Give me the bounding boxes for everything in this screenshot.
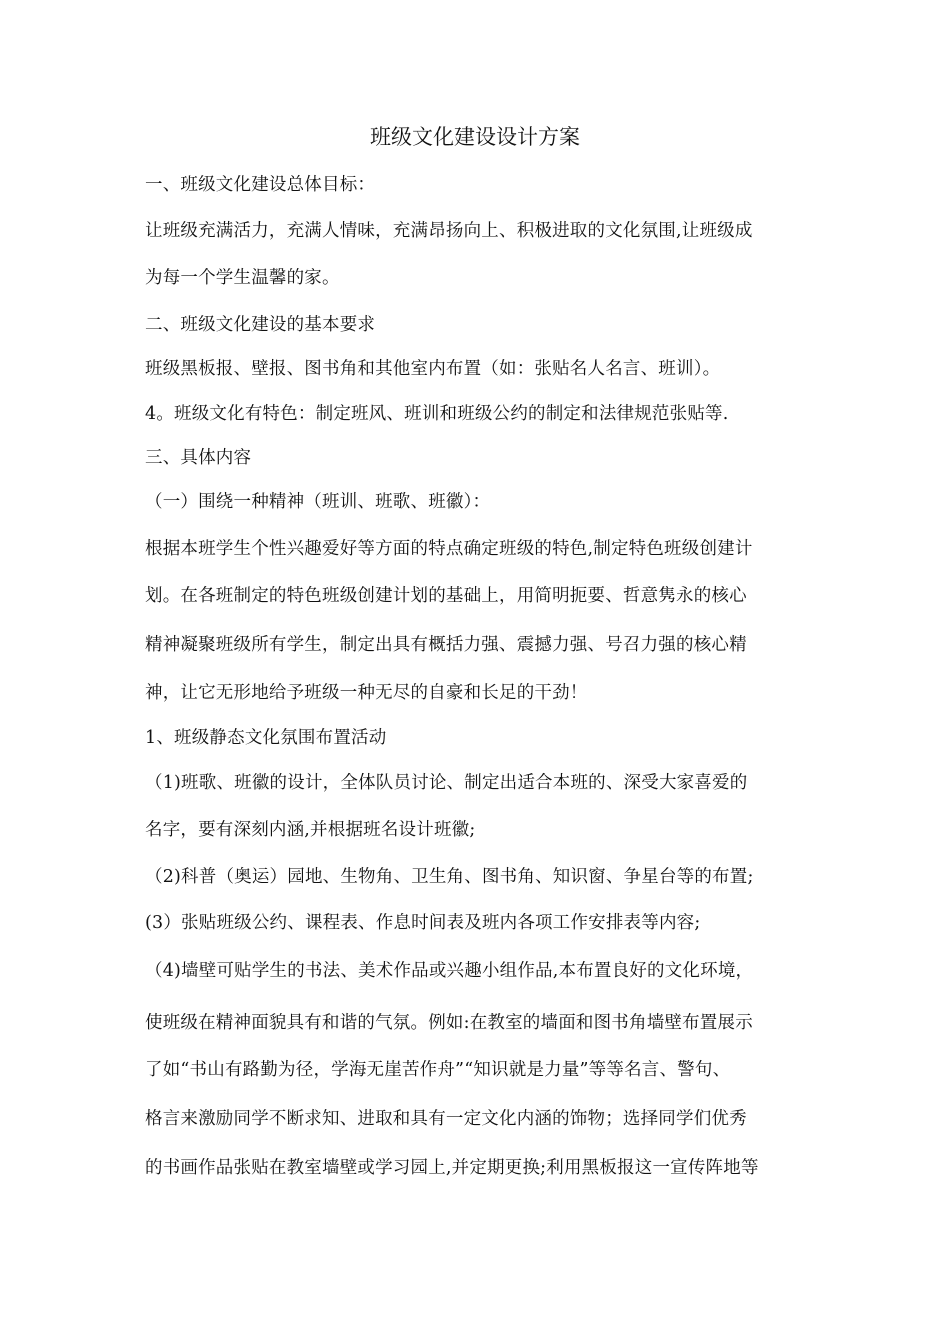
paragraph-line: 的书画作品张贴在教室墙壁或学习园上,并定期更换;利用黑板报这一宣传阵地等: [145, 1158, 759, 1178]
subheading: 1、班级静态文化氛围布置活动: [145, 728, 387, 748]
list-item: （2)科普（奥运）园地、生物角、卫生角、图书角、知识窗、争星台等的布置;: [145, 867, 754, 887]
paragraph-line: 让班级充满活力，充满人情味，充满昂扬向上、积极进取的文化氛围,让班级成: [145, 221, 753, 241]
heading-section-3: 三、具体内容: [145, 448, 252, 468]
subheading: （一）围绕一种精神（班训、班歌、班徽）：: [145, 492, 491, 512]
paragraph-line: 名字，要有深刻内涵,并根据班名设计班徽;: [145, 820, 476, 840]
heading-section-2: 二、班级文化建设的基本要求: [145, 315, 376, 335]
paragraph-line: 4。班级文化有特色：制定班风、班训和班级公约的制定和法律规范张贴等.: [145, 404, 729, 424]
paragraph-line: 班级黑板报、壁报、图书角和其他室内布置（如：张贴名人名言、班训）。: [145, 359, 721, 379]
paragraph-line: 划。在各班制定的特色班级创建计划的基础上，用简明扼要、哲意隽永的核心: [145, 586, 747, 606]
list-item: (3）张贴班级公约、课程表、作息时间表及班内各项工作安排表等内容;: [145, 913, 701, 933]
heading-section-1: 一、班级文化建设总体目标：: [145, 175, 376, 195]
list-item: （1)班歌、班徽的设计，全体队员讨论、制定出适合本班的、深受大家喜爱的: [145, 773, 748, 793]
paragraph-line: 神，让它无形地给予班级一种无尽的自豪和长足的干劲！: [145, 683, 588, 703]
paragraph-line: 精神凝聚班级所有学生，制定出具有概括力强、震撼力强、号召力强的核心精: [145, 635, 747, 655]
paragraph-line: 了如“书山有路勤为径，学海无崖苦作舟”“知识就是力量”等等名言、警句、: [145, 1060, 731, 1080]
paragraph-line: 根据本班学生个性兴趣爱好等方面的特点确定班级的特色,制定特色班级创建计: [145, 539, 753, 559]
list-item: （4)墙壁可贴学生的书法、美术作品或兴趣小组作品,本布置良好的文化环境，: [145, 961, 754, 981]
paragraph-line: 为每一个学生温馨的家。: [145, 268, 340, 288]
document-title: 班级文化建设设计方案: [370, 125, 580, 149]
paragraph-line: 使班级在精神面貌具有和谐的气氛。例如:在教室的墙面和图书角墙壁布置展示: [145, 1013, 753, 1033]
paragraph-line: 格言来激励同学不断求知、进取和具有一定文化内涵的饰物；选择同学们优秀: [145, 1109, 747, 1129]
